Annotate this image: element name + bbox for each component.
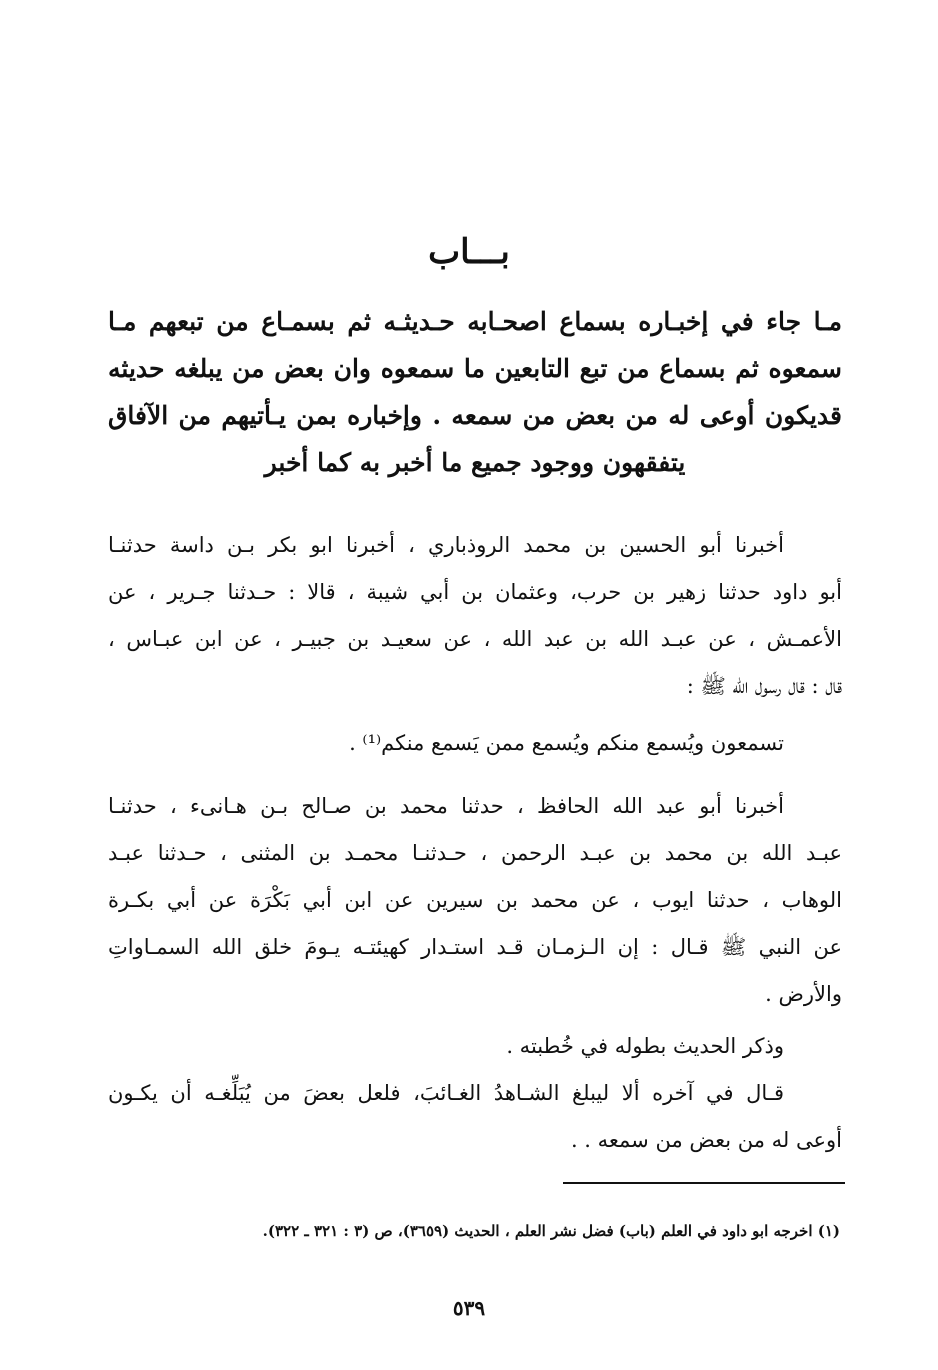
text-line: الوهاب ، حدثنا ايوب ، عن محمد بن سيرين عن ابن أبي بَكْرَة عن أبي بكـرة <box>108 888 842 912</box>
chapter-title: بـــاب <box>428 232 510 272</box>
heading-line: قديكون أوعى له من بعض من سمعه . وإخباره بمن يـأتيهم من الآفاق <box>108 401 842 430</box>
footnote: (١) اخرجه ابو داود في العلم (باب) فضل نشر العلم ، الحديث (٣٦٥٩)، ص (٣ : ٣٢١ ـ ٣٢٢). <box>262 1222 840 1240</box>
chapter-heading <box>108 298 842 486</box>
text-line: وذكر الحديث بطوله في خُطبته . <box>506 1034 784 1058</box>
text-line: الأعمـش ، عن عبـد الله بن عبد الله ، عن سعيـد بن جبيـر ، عن ابن عبـاس ، <box>108 627 842 651</box>
text-line: عن النبي ﷺ قـال : إن الـزمـان قـد استـدار كهيئتـه يـومَ خلق الله السمـاواتِ <box>108 935 842 959</box>
text-line: أوعى له من بعض من سمعه . . <box>570 1128 842 1152</box>
text-line: عبـد الله بن محمد بن عبـد الرحمن ، حـدثنـا محمـد بن المثنى ، حـدثنا عبـد <box>108 841 842 865</box>
text-line: والأرض . <box>765 982 842 1006</box>
heading-line: يتفقهون ووجود جميع ما أخبر به كما أخبر <box>264 448 686 477</box>
text-line: قال : قال رسول الله ﷺ : <box>686 674 842 698</box>
text-line: أخبرنا أبو عبد الله الحافظ ، حدثنا محمد بن صـالح بـن هـانىء ، حدثنـا <box>108 794 785 818</box>
paragraph-1 <box>108 522 842 710</box>
text-line: قـال في آخره ألا ليبلغ الشـاهدُ الغـائبَ، فلعل بعضَ من يُبَلِّغـه أن يكـون <box>108 1081 784 1105</box>
heading-line: مـا جاء في إخبـاره بسماع اصحـابه حـديثـه ثم بسمـاع من تبعهم مـا <box>108 307 842 336</box>
text-line: أبو داود حدثنا زهير بن حرب، وعثمان بن أبي شيبة ، قالا : حـدثنا جـرير ، عن <box>108 580 842 604</box>
text-line: أخبرنا أبو الحسين بن محمد الروذباري ، أخبرنا ابو بكر بـن داسة حدثنـا <box>108 533 784 557</box>
footnote-divider <box>563 1182 845 1184</box>
paragraph-2 <box>108 783 842 1018</box>
hadith-text <box>108 720 842 767</box>
heading-line: سمعوه ثم بسماع من تبع التابعين ما سمعوه وان بعض من يبلغه حديثه <box>108 354 842 383</box>
text-line: تسمعون ويُسمع منكم ويُسمع ممن يَسمع منكم⁽¹⁾ . <box>349 731 784 755</box>
page-number: ٥٣٩ <box>452 1296 486 1320</box>
paragraph-3 <box>108 1023 842 1164</box>
